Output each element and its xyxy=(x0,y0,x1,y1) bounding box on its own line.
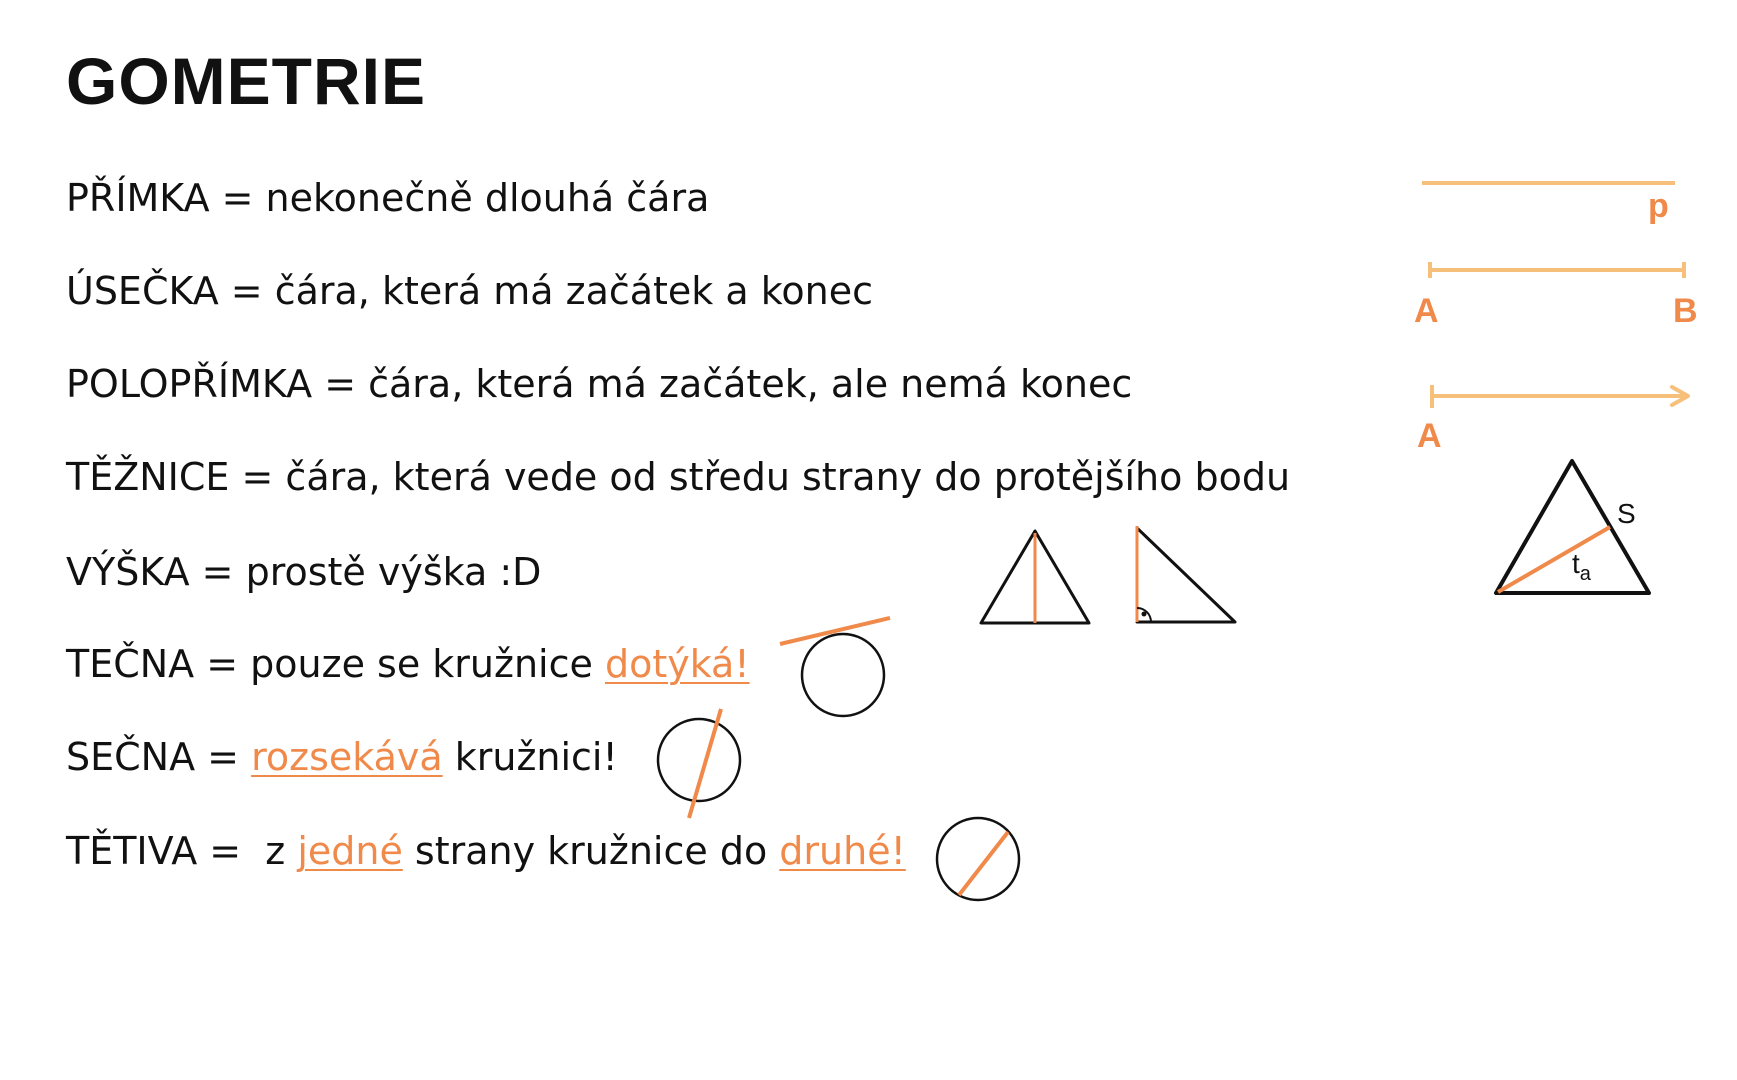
ray-figure xyxy=(1417,385,1688,455)
line-figure xyxy=(1422,183,1675,225)
definition-usecka: ÚSEČKA = čára, která má začátek a konec xyxy=(66,269,874,313)
tecna-text: TEČNA = pouze se kružnice xyxy=(66,642,605,686)
height-triangle-right xyxy=(1137,526,1235,622)
ray-label-a: A xyxy=(1417,417,1442,455)
secant-figure xyxy=(658,709,740,818)
height-triangle-isosceles xyxy=(981,531,1089,623)
segment-figure xyxy=(1414,262,1698,330)
definition-primka: PŘÍMKA = nekonečně dlouhá čára xyxy=(66,176,710,220)
secna-highlight: rozsekává xyxy=(251,735,443,779)
chord-figure xyxy=(937,818,1019,900)
median-triangle-figure xyxy=(1496,461,1649,593)
tangent-figure xyxy=(780,618,890,716)
tecna-highlight: dotýká! xyxy=(604,642,750,686)
definition-teznice: TĚŽNICE = čára, která vede od středu strany do protějšího bodu xyxy=(66,455,1291,499)
tetiva-middle: strany kružnice do xyxy=(402,829,780,873)
page-title: GOMETRIE xyxy=(66,44,427,118)
median-label-main: t xyxy=(1572,548,1580,579)
segment-label-b: B xyxy=(1673,292,1698,330)
median-label-sub: a xyxy=(1579,563,1591,585)
definition-vyska: VÝŠKA = prostě výška :D xyxy=(66,550,542,594)
segment-label-a: A xyxy=(1414,292,1439,330)
median-label xyxy=(1572,548,1592,585)
definition-poloprimka: POLOPŘÍMKA = čára, která má začátek, ale nemá konec xyxy=(66,362,1133,406)
line-label: p xyxy=(1648,187,1669,225)
triangle-midpoint-label: S xyxy=(1617,498,1636,529)
secna-suffix: kružnici! xyxy=(442,735,618,779)
tetiva-highlight-1: jedné xyxy=(297,829,403,873)
secna-text: SEČNA = xyxy=(66,735,252,779)
tetiva-text: TĚTIVA = z xyxy=(66,829,298,873)
tetiva-highlight-2: druhé! xyxy=(779,829,906,873)
